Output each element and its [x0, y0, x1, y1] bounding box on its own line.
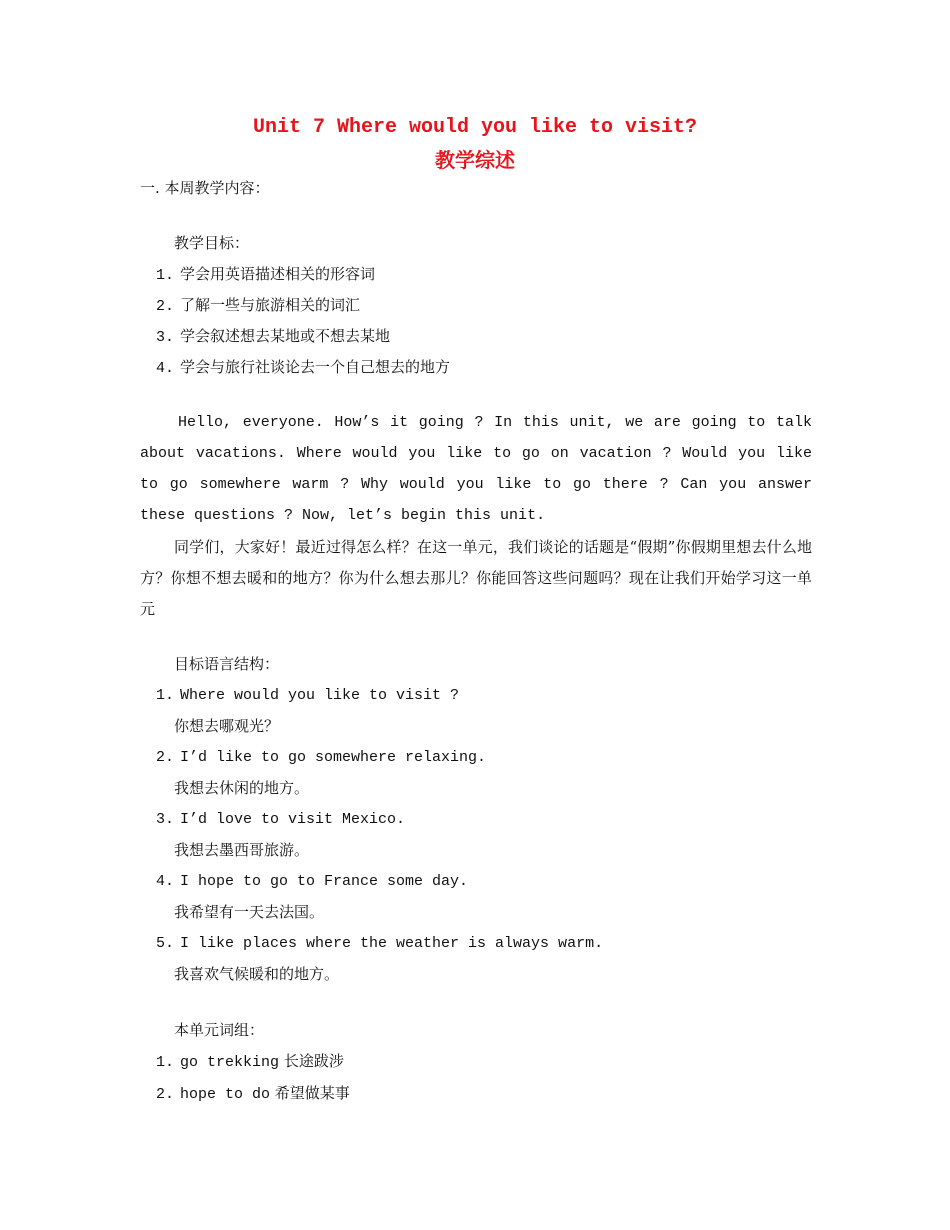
phrase-item: 2. hope to do 希望做某事	[156, 1084, 350, 1103]
objectives-heading: 教学目标：	[174, 234, 250, 252]
structure-english: 2. I’d like to go somewhere relaxing.	[156, 749, 487, 766]
objective-item: 3. 学会叙述想去某地或不想去某地	[156, 327, 391, 346]
structure-english: 1. Where would you like to visit ?	[156, 687, 460, 704]
phrases-heading: 本单元词组：	[174, 1021, 265, 1039]
structure-english: 4. I hope to go to France some day.	[156, 873, 469, 890]
objective-item: 4. 学会与旅行社谈论去一个自己想去的地方	[156, 358, 451, 377]
title-english: Unit 7 Where would you like to visit?	[252, 116, 698, 139]
structures-heading: 目标语言结构：	[174, 655, 280, 673]
structure-chinese: 你想去哪观光？	[174, 717, 280, 735]
structure-english: 3. I’d love to visit Mexico.	[156, 811, 406, 828]
objective-item: 2. 了解一些与旅游相关的词汇	[156, 296, 361, 315]
section-heading: 一. 本周教学内容：	[140, 179, 270, 197]
intro-chinese-paragraph: 同学们，大家好！最近过得怎么样？在这一单元，我们谈论的话题是“假期”你假期里想去什么地方？你想不想去暖和的地方？你为什么想去那儿？你能回答这些问题吗？现在让我们开始学习这一单元	[140, 538, 812, 618]
structure-english: 5. I like places where the weather is always warm.	[156, 935, 604, 952]
structure-chinese: 我希望有一天去法国。	[174, 903, 325, 921]
structure-chinese: 我喜欢气候暖和的地方。	[174, 965, 340, 983]
objective-item: 1. 学会用英语描述相关的形容词	[156, 265, 376, 284]
structure-chinese: 我想去墨西哥旅游。	[174, 841, 310, 859]
phrase-item: 1. go trekking 长途跋涉	[156, 1052, 344, 1071]
intro-english-paragraph: Hello, everyone. How’s it going ? In this unit, we are going to talk about vacations. Where would you like to go on vacation ? Would you like to go somewhere warm ? Why would you like to go there ? Can you answer these questions ? Now, let’s begin this unit.	[140, 414, 812, 524]
title-chinese: 教学综述	[435, 148, 515, 172]
structure-chinese: 我想去休闲的地方。	[174, 779, 310, 797]
